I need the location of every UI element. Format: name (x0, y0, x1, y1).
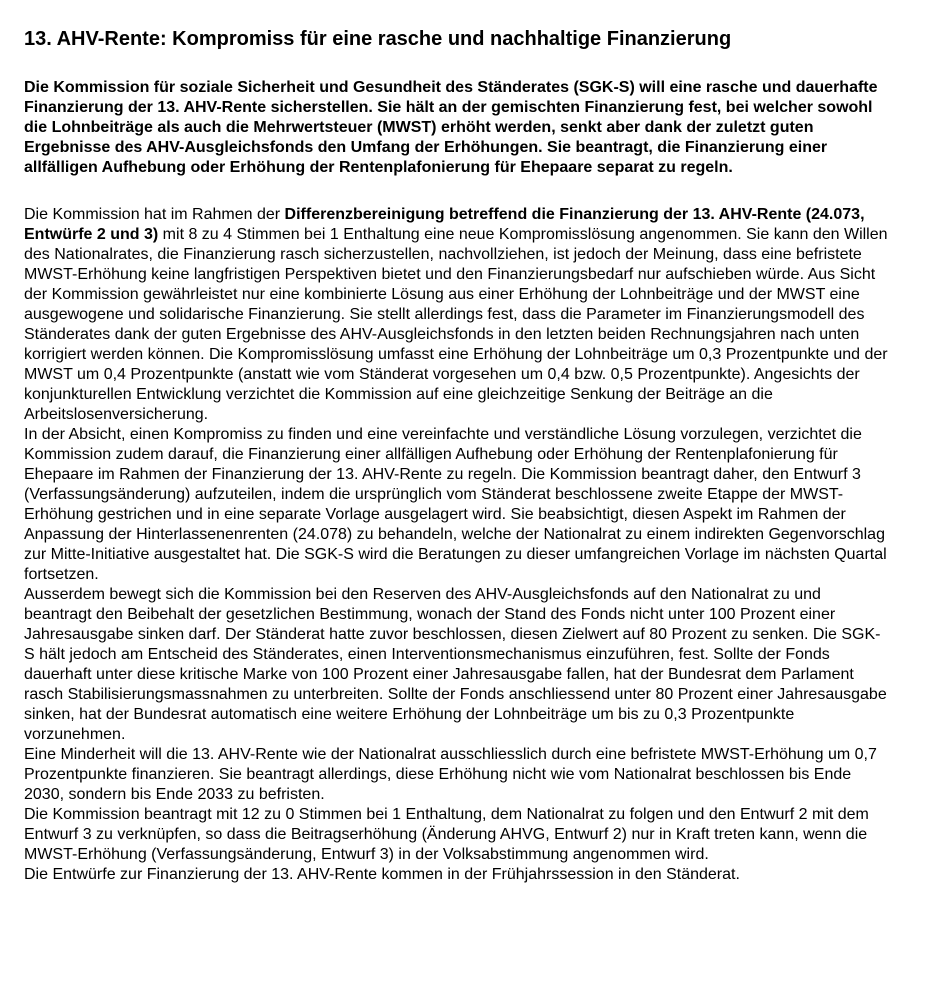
paragraph-1-rest: mit 8 zu 4 Stimmen bei 1 Enthaltung eine neue Kompromisslösung angenommen. Sie kann den Willen des Nationalrates, die Finanzierung rasch sicherzustellen, nachvollziehen, ist jedoch der Meinung, dass eine befristete MWST-Erhöhung keine langfristigen Perspektiven bietet und den Finanzierungsbedarf nur aufschieben würde. Aus Sicht der Kommission gewährleistet nur eine kombinierte Lösung aus einer Erhöhung der Lohnbeiträge und der MWST eine ausgewogene und solidarische Finanzierung. Sie stellt allerdings fest, dass die Parameter im Finanzierungsmodell des Ständerates dank der guten Ergebnisse des AHV-Ausgleichsfonds in den letzten beiden Rechnungsjahren nach unten korrigiert werden können. Die Kompromisslösung umfasst eine Erhöhung der Lohnbeiträge um 0,3 Prozentpunkte und der MWST um 0,4 Prozentpunkte (anstatt wie vom Ständerat vorgesehen um 0,4 bzw. 0,5 Prozentpunkte). Angesichts der konjunkturellen Entwicklung verzichtet die Kommission auf eine gleichzeitige Senkung der Beiträge an die Arbeitslosenversicherung. (24, 226, 888, 423)
lead-paragraph: Die Kommission für soziale Sicherheit und Gesundheit des Ständerates (SGK-S) will eine rasche und dauerhafte Finanzierung der 13. AHV-Rente sicherstellen. Sie hält an der gemischten Finanzierung fest, bei welcher sowohl die Lohnbeiträge als auch die Mehrwertsteuer (MWST) erhöht werden, senkt aber dank der zuletzt guten Ergebnisse des AHV-Ausgleichsfonds den Umfang der Erhöhungen. Sie beantragt, die Finanzierung einer allfälligen Aufhebung oder Erhöhung der Rentenplafonierung für Ehepaare separat zu regeln. (24, 79, 878, 176)
page-title: 13. AHV-Rente: Kompromiss für eine rasche und nachhaltige Finanzierung (24, 28, 732, 50)
body-paragraph-4: Eine Minderheit will die 13. AHV-Rente wie der Nationalrat ausschliesslich durch eine befristete MWST-Erhöhung um 0,7 Prozentpunkte finanzieren. Sie beantragt allerdings, diese Erhöhung nicht wie vom Nationalrat beschlossen bis Ende 2030, sondern bis Ende 2033 zu befristen. (24, 746, 877, 803)
article-body (24, 205, 890, 885)
body-paragraph-1 (24, 205, 890, 425)
body-paragraph-6: Die Entwürfe zur Finanzierung der 13. AHV-Rente kommen in der Frühjahrssession in den Ständerat. (24, 866, 740, 883)
body-paragraph-3: Ausserdem bewegt sich die Kommission bei den Reserven des AHV-Ausgleichsfonds auf den Nationalrat zu und beantragt den Beibehalt der gesetzlichen Bestimmung, wonach der Stand des Fonds nicht unter 100 Prozent einer Jahresausgabe sinken darf. Der Ständerat hatte zuvor beschlossen, diesen Zielwert auf 80 Prozent zu senken. Die SGK-S hält jedoch am Entscheid des Ständerates, einen Interventionsmechanismus einzuführen, fest. Sollte der Fonds dauerhaft unter diese kritische Marke von 100 Prozent einer Jahresausgabe fallen, hat der Bundesrat dem Parlament rasch Stabilisierungsmassnahmen zu unterbreiten. Sollte der Fonds anschliessend unter 80 Prozent einer Jahresausgabe sinken, hat der Bundesrat automatisch eine weitere Erhöhung der Lohnbeiträge um bis zu 0,3 Prozentpunkte vorzunehmen. (24, 586, 887, 743)
body-paragraph-2: In der Absicht, einen Kompromiss zu finden und eine vereinfachte und verständliche Lösung vorzulegen, verzichtet die Kommission zudem darauf, die Finanzierung einer allfälligen Aufhebung oder Erhöhung der Rentenplafonierung für Ehepaare im Rahmen der Finanzierung der 13. AHV-Rente zu regeln. Die Kommission beantragt daher, den Entwurf 3 (Verfassungsänderung) aufzuteilen, indem die ursprünglich vom Ständerat beschlossene zweite Etappe der MWST-Erhöhung gestrichen und in eine separate Vorlage ausgelagert wird. Sie beabsichtigt, diesen Aspekt im Rahmen der Anpassung der Hinterlassenenrenten (24.078) zu behandeln, welche der Nationalrat zu einem indirekten Gegenvorschlag zur Mitte-Initiative ausgestaltet hat. Die SGK-S wird die Beratungen zu dieser umfangreichen Vorlage im nächsten Quartal fortsetzen. (24, 426, 887, 583)
body-paragraph-5: Die Kommission beantragt mit 12 zu 0 Stimmen bei 1 Enthaltung, dem Nationalrat zu folgen und den Entwurf 2 mit dem Entwurf 3 zu verknüpfen, so dass die Beitragserhöhung (Änderung AHVG, Entwurf 2) nur in Kraft treten kann, wenn die MWST-Erhöhung (Verfassungsänderung, Entwurf 3) in der Volksabstimmung angenommen wird. (24, 806, 869, 863)
business-reference: Differenzbereinigung betreffend die Finanzierung der 13. AHV-Rente (24.073, Entwürfe 2 und 3) (24, 206, 865, 243)
paragraph-1-intro: Die Kommission hat im Rahmen der (24, 206, 285, 223)
